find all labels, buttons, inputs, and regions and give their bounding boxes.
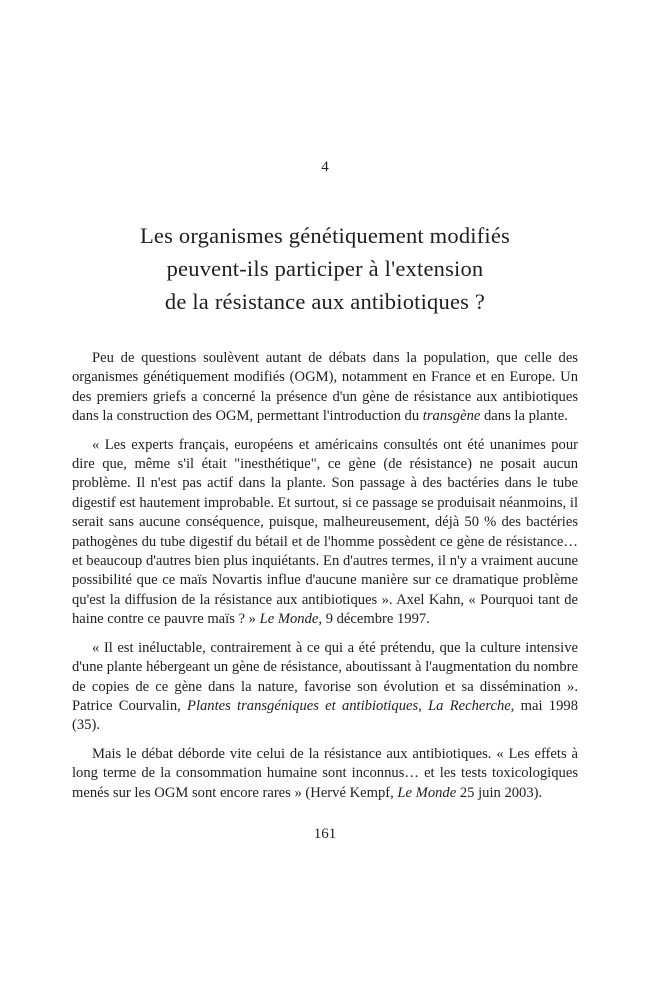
chapter-number: 4 <box>321 159 329 175</box>
italic-text-segment: Le Monde <box>259 611 319 628</box>
text-segment: , 9 décembre 1997. <box>318 611 430 628</box>
text-segment: 25 juin 2003). <box>456 784 543 801</box>
text-segment: mai 1998 (35). <box>72 697 578 734</box>
text-segment: « Les experts français, européens et américains consultés ont été unanimes pour dire que, même s'il était "inesthétique", ce gène (de résistance) ne posait aucun problème. Il n'est pas actif dans la plante. Son passage à des bactéries dans le tube digestif est hautement improbable. Et surtout, si ce passage se produisait néanmoins, il serait sans aucune conséquence, puisque, malheureusement, déjà 50 % des bactéries pathogènes du tube digestif du bétail et de l'homme possèdent ce gène de résistance… et beaucoup d'autres bien plus inquiétants. En d'autres termes, il n'y a vraiment aucune possibilité que ce maïs Novartis influe d'aucune manière sur ce dramatique problème qu'est la diffusion de la résistance aux antibiotiques ». Axel Kahn, « Pourquoi tant de haine contre ce pauvre maïs ? » <box>72 436 578 628</box>
italic-text-segment: transgène <box>422 408 481 425</box>
body-text <box>72 349 578 803</box>
italic-text-segment: Plantes transgéniques et antibiotiques, La Recherche, <box>187 697 515 714</box>
chapter-title-line-1: Les organismes génétiquement modifiés <box>139 223 511 248</box>
paragraph <box>72 436 578 630</box>
chapter-title-line-2: peuvent-ils participer à l'extension <box>166 256 484 281</box>
paragraph <box>72 745 578 803</box>
paragraph <box>72 349 578 427</box>
chapter-title-line-3: de la résistance aux antibiotiques ? <box>164 289 486 314</box>
page-number: 161 <box>313 825 337 842</box>
italic-text-segment: Le Monde <box>397 784 457 801</box>
text-segment: « Il est inéluctable, contrairement à ce qui a été prétendu, que la culture intensive d'une plante hébergeant un gène de résistance, aboutissant à l'augmentation du nombre de copies de ce gène dans la nature, favorise son évolution et sa dissémination ». Patrice Courvalin, <box>72 639 578 714</box>
text-segment: Mais le débat déborde vite celui de la résistance aux antibiotiques. « Les effets à long terme de la consommation humaine sont inconnus… et les tests toxicologiques menés sur les OGM sont encore rares » (Hervé Kempf, <box>72 745 578 801</box>
text-segment: dans la plante. <box>480 408 568 425</box>
paragraph <box>72 639 578 736</box>
chapter-title <box>72 219 578 318</box>
text-segment: Peu de questions soulèvent autant de débats dans la population, que celle des organismes génétiquement modifiés (OGM), notamment en France et en Europe. Un des premiers griefs a concerné la présence d'un gène de résistance aux antibiotiques dans la construction des OGM, permettant l'introduction du <box>72 350 578 425</box>
